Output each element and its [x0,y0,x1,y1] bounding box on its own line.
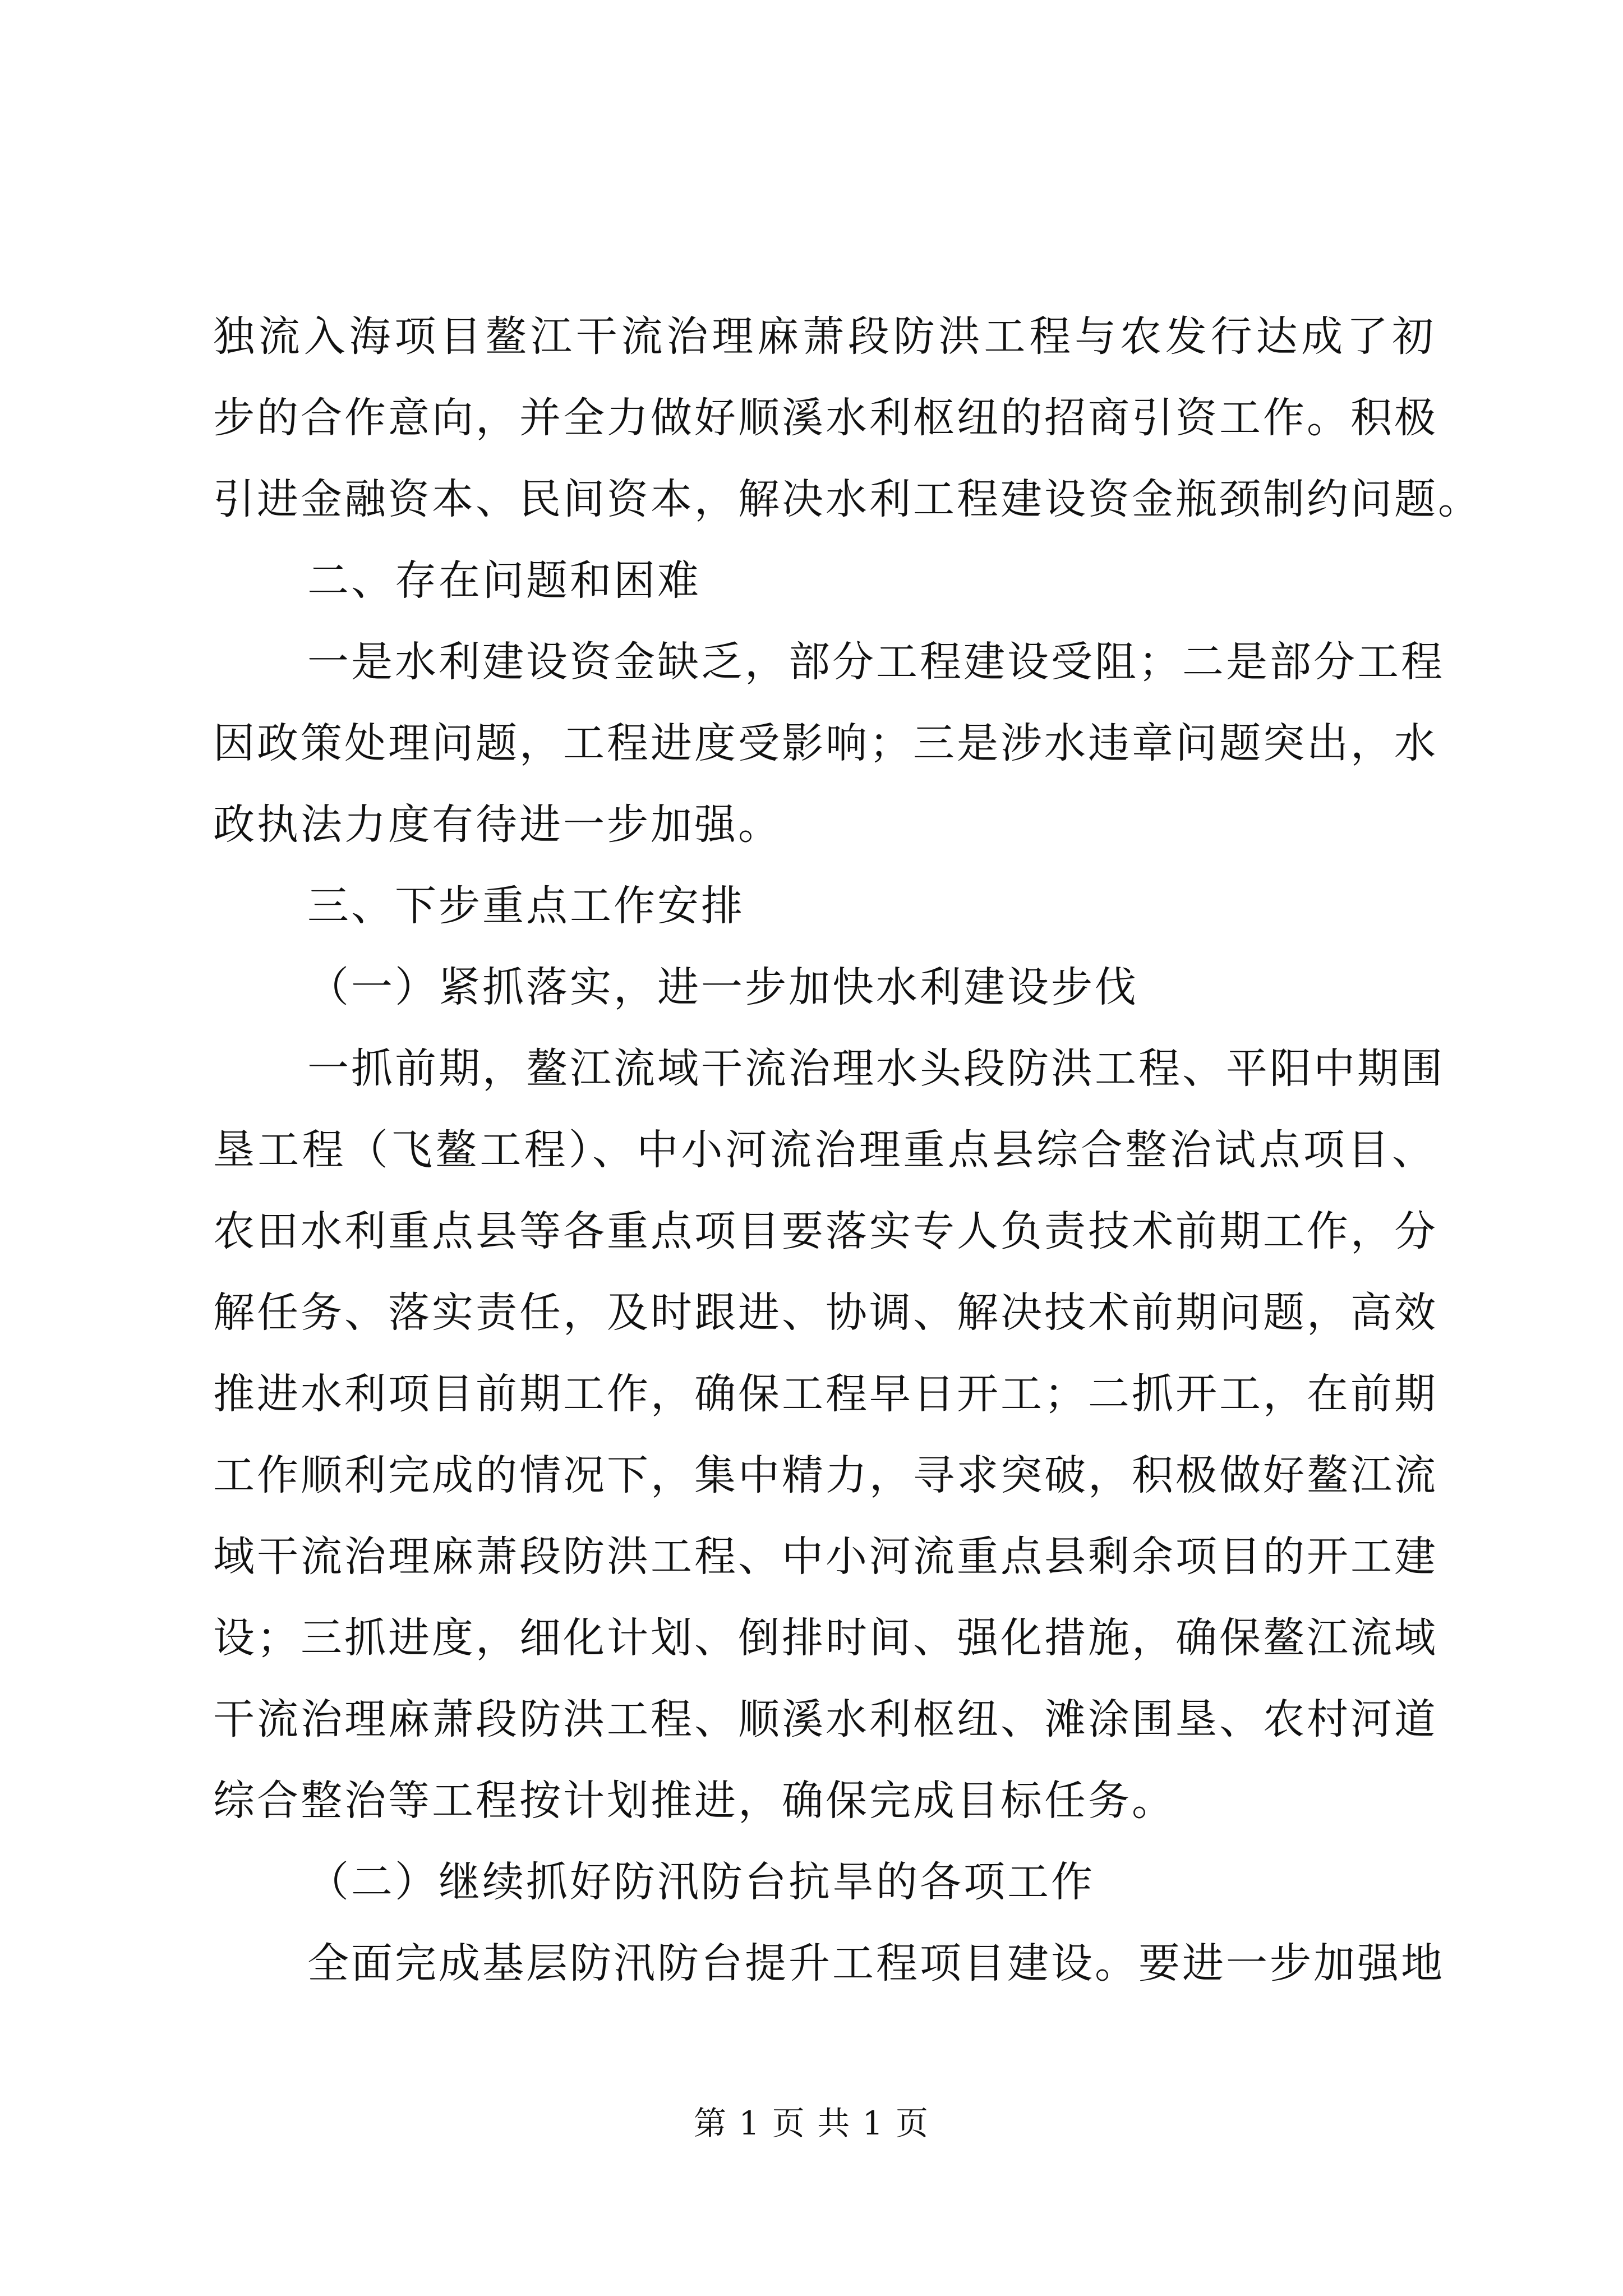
body-text-line: 综合整治等工程按计划推进，确保完成目标任务。 [213,1777,1175,1825]
body-text-line: 政执法力度有待进一步加强。 [213,800,782,849]
section-heading: 三、下步重点工作安排 [307,882,745,930]
body-text-line: 一是水利建设资金缺乏，部分工程建设受阻；二是部分工程 [307,638,1445,686]
body-text-line: 引进金融资本、民间资本，解决水利工程建设资金瓶颈制约问题。 [213,475,1482,523]
subsection-heading: （二）继续抓好防汛防台抗旱的各项工作 [307,1858,1095,1906]
body-text-line: 设；三抓进度，细化计划、倒排时间、强化措施，确保鳌江流域 [213,1614,1438,1662]
subsection-heading: （一）紧抓落实，进一步加快水利建设步伐 [307,963,1138,1011]
body-text-line: 推进水利项目前期工作，确保工程早日开工；二抓开工，在前期 [213,1370,1438,1418]
body-text-line: 工作顺利完成的情况下，集中精力，寻求突破，积极做好鳌江流 [213,1451,1438,1499]
page-footer: 第 1 页 共 1 页 [694,2104,929,2142]
body-text-line: 全面完成基层防汛防台提升工程项目建设。要进一步加强地 [307,1939,1445,1987]
body-text-line: 农田水利重点县等各重点项目要落实专人负责技术前期工作，分 [213,1207,1438,1255]
body-text-line: 垦工程（飞鳌工程）、中小河流治理重点县综合整治试点项目、 [213,1126,1436,1174]
body-text-line: 解任务、落实责任，及时跟进、协调、解决技术前期问题，高效 [213,1289,1438,1337]
body-text-line: 域干流治理麻萧段防洪工程、中小河流重点县剩余项目的开工建 [213,1533,1438,1581]
section-heading: 二、存在问题和困难 [307,556,701,605]
body-text-line: 独流入海项目鳌江干流治理麻萧段防洪工程与农发行达成了初 [213,312,1436,361]
body-text-line: 干流治理麻萧段防洪工程、顺溪水利枢纽、滩涂围垦、农村河道 [213,1695,1438,1743]
body-text-line: 步的合作意向，并全力做好顺溪水利枢纽的招商引资工作。积极 [213,394,1438,442]
body-text-line: 一抓前期，鳌江流域干流治理水头段防洪工程、平阳中期围 [307,1045,1445,1093]
body-text-line: 因政策处理问题，工程进度受影响；三是涉水违章问题突出，水 [213,719,1438,767]
